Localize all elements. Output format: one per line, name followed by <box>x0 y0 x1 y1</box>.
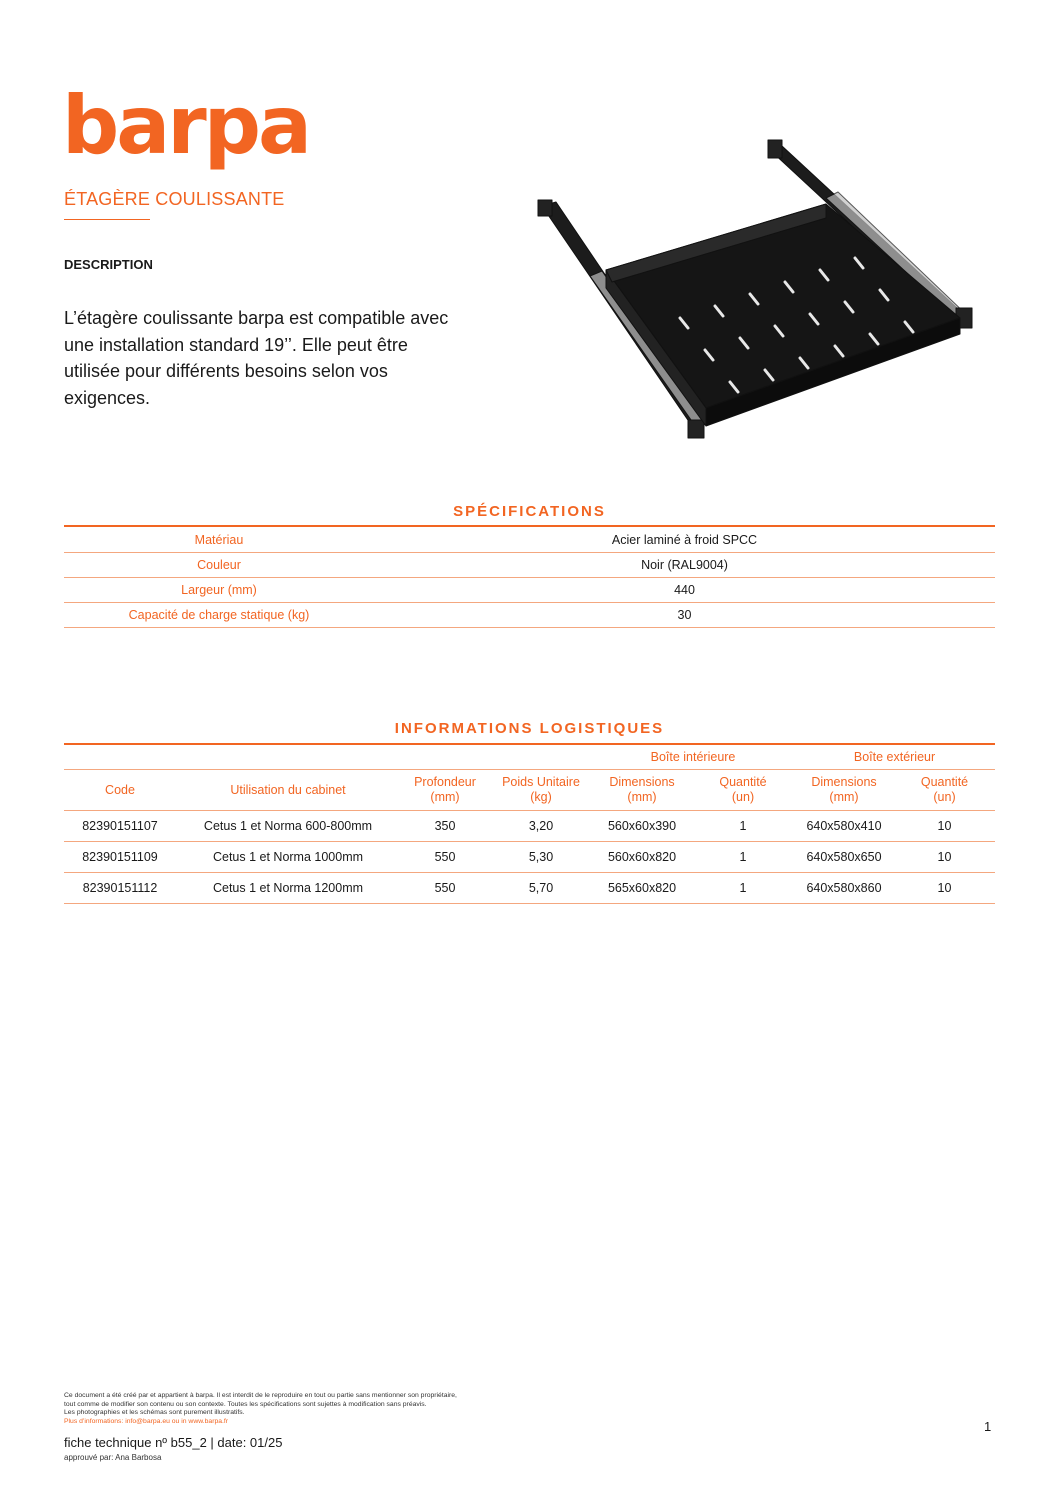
cell-outer-dimensions: 640x580x860 <box>794 873 894 904</box>
cell-inner-dimensions: 565x60x820 <box>592 873 692 904</box>
legal-line: Ce document a été créé par et appartient à barpa. Il est interdit de le reproduire en tout ou partie sans mentionner son propriétaire, <box>64 1392 457 1399</box>
cell-depth: 550 <box>400 873 490 904</box>
col-header-code: Code <box>64 770 176 811</box>
spec-value: 440 <box>374 578 995 603</box>
col-header-outer-quantity: Quantité (un) <box>894 770 995 811</box>
table-row <box>64 578 995 603</box>
cell-inner-dimensions: 560x60x390 <box>592 811 692 842</box>
cell-usage: Cetus 1 et Norma 600-800mm <box>176 811 400 842</box>
logistics-title: INFORMATIONS LOGISTIQUES <box>394 720 665 737</box>
cell-outer-quantity: 10 <box>894 873 995 904</box>
col-header-usage: Utilisation du cabinet <box>176 770 400 811</box>
product-title: ÉTAGÈRE COULISSANTE <box>64 189 285 209</box>
approved-by: approuvé par: Ana Barbosa <box>64 1453 162 1462</box>
cell-inner-dimensions: 560x60x820 <box>592 842 692 873</box>
group-header-outer-box: Boîte extérieur <box>794 745 995 770</box>
table-row <box>64 873 995 904</box>
spec-label: Capacité de charge statique (kg) <box>64 603 374 628</box>
cell-outer-quantity: 10 <box>894 811 995 842</box>
col-header-inner-dimensions: Dimensions (mm) <box>592 770 692 811</box>
barpa-logo: barpa <box>62 79 309 172</box>
table-row <box>64 811 995 842</box>
spec-value: Noir (RAL9004) <box>374 553 995 578</box>
spec-label: Matériau <box>64 528 374 553</box>
cell-code: 82390151109 <box>64 842 176 873</box>
legal-notice <box>64 1392 457 1426</box>
spec-value: 30 <box>374 603 995 628</box>
col-header-outer-dimensions: Dimensions (mm) <box>794 770 894 811</box>
title-underline <box>64 219 150 220</box>
group-header-row <box>64 745 995 770</box>
cell-code: 82390151107 <box>64 811 176 842</box>
cell-outer-quantity: 10 <box>894 842 995 873</box>
cell-depth: 550 <box>400 842 490 873</box>
cell-inner-quantity: 1 <box>692 811 794 842</box>
cell-inner-quantity: 1 <box>692 842 794 873</box>
specifications-table <box>64 528 995 628</box>
col-header-unit-weight: Poids Unitaire (kg) <box>490 770 592 811</box>
cell-outer-dimensions: 640x580x410 <box>794 811 894 842</box>
spec-value: Acier laminé à froid SPCC <box>374 528 995 553</box>
column-header-row <box>64 770 995 811</box>
spec-label: Largeur (mm) <box>64 578 374 603</box>
description-text: L’étagère coulissante barpa est compatible avec une installation standard 19’’. Elle peut être utilisée pour différents besoins selon vos exigences. <box>64 308 449 408</box>
legal-line: tout comme de modifier son contenu ou son contexte. Toutes les spécifications sont sujettes à modification sans préavis. <box>64 1400 427 1408</box>
contact-info: Plus d’informations: info@barpa.eu ou in www.barpa.fr <box>64 1417 229 1425</box>
cell-usage: Cetus 1 et Norma 1000mm <box>176 842 400 873</box>
col-header-depth: Profondeur (mm) <box>400 770 490 811</box>
specifications-rule <box>64 525 995 527</box>
table-row <box>64 553 995 578</box>
description-heading: DESCRIPTION <box>64 257 153 272</box>
cell-usage: Cetus 1 et Norma 1200mm <box>176 873 400 904</box>
page-number: 1 <box>984 1419 992 1434</box>
group-header-empty <box>64 745 592 770</box>
cell-depth: 350 <box>400 811 490 842</box>
cell-unit-weight: 5,70 <box>490 873 592 904</box>
sliding-shelf-image <box>530 138 990 443</box>
cell-code: 82390151112 <box>64 873 176 904</box>
legal-line: Les photographies et les schémas sont purement illustratifs. <box>64 1409 245 1417</box>
group-header-inner-box: Boîte intérieure <box>592 745 794 770</box>
specifications-title: SPÉCIFICATIONS <box>453 503 606 520</box>
cell-outer-dimensions: 640x580x650 <box>794 842 894 873</box>
table-row <box>64 528 995 553</box>
datasheet-id: fiche technique nº b55_2 | date: 01/25 <box>64 1435 283 1450</box>
cell-unit-weight: 3,20 <box>490 811 592 842</box>
logistics-table <box>64 745 995 904</box>
table-row <box>64 842 995 873</box>
table-row <box>64 603 995 628</box>
cell-inner-quantity: 1 <box>692 873 794 904</box>
cell-unit-weight: 5,30 <box>490 842 592 873</box>
spec-label: Couleur <box>64 553 374 578</box>
col-header-inner-quantity: Quantité (un) <box>692 770 794 811</box>
